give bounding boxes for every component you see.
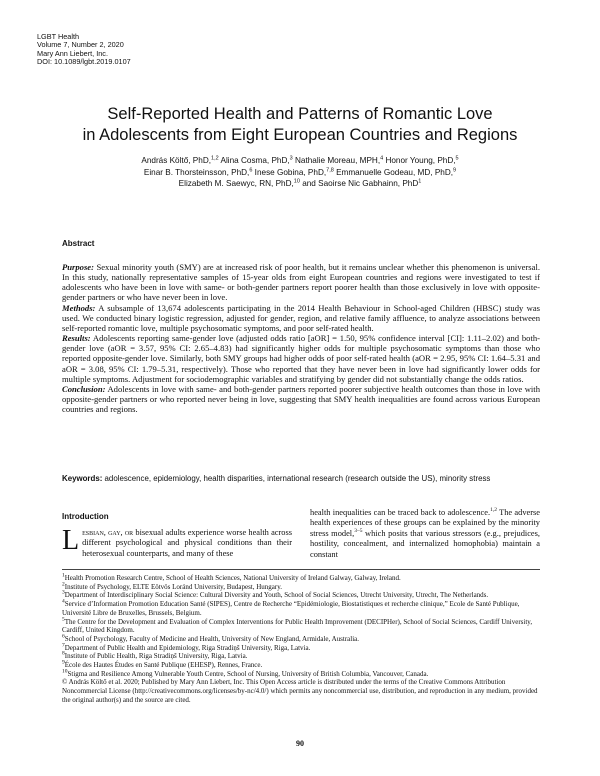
author-list (60, 155, 540, 190)
author-name: Inese Gobina, PhD, (252, 167, 327, 177)
author-affiliation: 10 (293, 178, 300, 185)
conclusion-text: Adolescents in love with same- and both-gender partners reported poorer subjective health outcomes than those in love with opposite-gender partners or who reported never being in love, suggesting that SMY health inequalities are found across various European countries and regions. (62, 383, 540, 415)
author-affiliation: 9 (453, 166, 457, 173)
journal-volume: Volume 7, Number 2, 2020 (37, 40, 124, 50)
abstract-conclusion (62, 384, 540, 414)
journal-publisher: Mary Ann Liebert, Inc. (37, 48, 108, 58)
introduction-heading: Introduction (62, 512, 109, 521)
license-notice: © András Költő et al. 2020; Published by Mary Ann Liebert, Inc. This Open Access article is distributed under the terms of the Creative Commons Attribution Noncommercial License (http://creativecommons.org/licenses/by-nc/4.0/) which permits any noncommercial use, distribution, and reproduction in any medium, provided the original author(s) and the source are cited. (62, 678, 538, 704)
citation: 3–5 (354, 528, 363, 535)
intro-left-column (62, 525, 292, 559)
abstract-body (62, 262, 540, 414)
abstract-purpose (62, 262, 540, 303)
abstract-methods (62, 303, 540, 333)
intro-right-text-2: The adverse health experiences of these groups can be explained by the minority stress model, (310, 508, 540, 538)
journal-doi: DOI: 10.1089/lgbt.2019.0107 (37, 57, 131, 67)
affiliation-footnote: $^6$School of Psychology, Faculty of Medicine and Health, University of New England, Armidale, Australia. (62, 633, 360, 643)
intro-smallcaps: esbian, gay, or (82, 528, 134, 537)
affiliation-footnote: $^2$Institute of Psychology, ELTE Eötvös Loránd University, Budapest, Hungary. (62, 581, 283, 591)
results-text: Adolescents reporting same-gender love (adjusted odds ratio [aOR] = 1.50, 95% confidence interval [CI]: 1.11–2.02) and both-gender love (aOR = 3.57, 95% CI: 2.65–4.83) had significantly higher odds for multiple psychosomatic symptoms than those who reported opposite-gender love. Similarly, both SMY groups had higher odds of poor self-rated health (aOR = 2.95, 95% CI: 1.64–5.31 and aOR = 3.08, 95% CI: 1.79–5.31, respectively). Those who reported that they have never been in love had significantly lower odds for multiple symptoms. Adjustment for sociodemographic variables and stratifying by gender did not substantially change the odds ratios. (62, 333, 540, 384)
affiliation-footnote: $^{10}$Stigma and Resilience Among Vulnerable Youth Centre, School of Nursing, University of British Columbia, Vancouver, Canada. (62, 668, 429, 678)
author-name: Emmanuelle Godeau, MD, PhD, (333, 167, 454, 177)
affiliation-footnote: $^4$Service d’Information Promotion Education Santé (SIPES), Centre de Recherche “Epidémiologie, Biostatistiques et recherche clinique,” Ecole de Santé Publique, Université Libre de Bruxelles, Brussels, Belgium. (62, 598, 520, 617)
affiliation-footnote: $^7$Department of Public Health and Epidemiology, Riga Stradiņš University, Riga, Latvia. (62, 642, 311, 652)
purpose-label: Purpose: (62, 262, 94, 272)
author-name: Einar B. Thorsteinsson, PhD, (143, 167, 250, 177)
affiliation-footnote: $^3$Department of Interdisciplinary Social Science: Cultural Diversity and Youth, School of Social Sciences, Utrecht University, Utrecht, The Netherlands. (62, 590, 489, 600)
keywords-text: adolescence, epidemiology, health disparities, international research (research outside the US), minority stress (102, 474, 491, 483)
intro-left-text: bisexual adults experience worse health across different psychological and physical conditions than their heterosexual counterparts, and many of these (82, 528, 292, 558)
affiliation-footnote: $^5$The Centre for the Development and Evaluation of Complex Interventions for Public Health Improvement (DECIPHer), School of Social Sciences, Cardiff University, Cardiff, United Kingdom. (62, 616, 533, 635)
citation: 1,2 (490, 507, 497, 514)
author-name: and Saoirse Nic Gabhainn, PhD (299, 179, 419, 188)
purpose-text: Sexual minority youth (SMY) are at increased risk of poor health, but it remains unclear whether this phenomenon is universal. In this study, nationally representative samples of 15-year olds from eight European countries and regions were investigated to test if adolescents who have been in love with same- or both-gender partners report poorer health than those exclusively in love with opposite-gender partners or who have never been in love. (62, 262, 540, 303)
drop-cap: L (62, 525, 80, 556)
conclusion-label: Conclusion: (62, 383, 106, 394)
keywords-label: Keywords: (62, 474, 103, 483)
title-line-2: in Adolescents from Eight European Countries and Regions (82, 126, 518, 144)
methods-label: Methods: (62, 302, 96, 313)
author-affiliation: 3 (289, 155, 293, 162)
footnotes (62, 574, 540, 705)
author-affiliation: 1 (418, 178, 422, 185)
author-name: András Költő, PhD, (141, 156, 212, 165)
affiliation-footnote: $^1$Health Promotion Research Centre, School of Health Sciences, National University of Ireland Galway, Galway, Ireland. (62, 572, 401, 582)
author-affiliation: 7,8 (326, 166, 334, 173)
affiliation-footnote: $^8$Institute of Public Health, Riga Stradiņš University, Riga, Latvia. (62, 651, 248, 661)
journal-name: LGBT Health (37, 32, 80, 41)
author-affiliation: 6 (249, 166, 253, 173)
intro-right-text-3: which posits that various stressors (e.g., prejudices, hostility, concealment, and internalized homophobia) maintain a constant (310, 528, 541, 559)
results-label: Results: (62, 333, 91, 344)
affiliation-footnote: $^9$École des Hautes Études en Santé Publique (EHESP), Rennes, France. (62, 659, 263, 670)
intro-right-column (310, 508, 540, 560)
author-name: Honor Young, PhD, (383, 156, 456, 165)
intro-right-text-1: health inequalities can be traced back to adolescence. (310, 508, 491, 517)
author-affiliation: 5 (455, 155, 459, 162)
methods-text: A subsample of 13,674 adolescents participating in the 2014 Health Behaviour in School-aged Children (HBSC) study was used. We conducted binary logistic regression, adjusted for gender, region, and relative family affluence, to analyze associations between self-reported romantic love, multiple psychosomatic symptoms, and poor self-rated health. (62, 302, 540, 333)
author-affiliation: 4 (380, 155, 384, 162)
article-title (40, 104, 560, 146)
abstract-results (62, 333, 540, 384)
author-name: Nathalie Moreau, MPH, (292, 156, 381, 165)
journal-info (37, 33, 131, 67)
footnote-divider (62, 569, 540, 570)
author-affiliation: 1,2 (211, 155, 219, 162)
page-number: 90 (296, 739, 304, 748)
keywords (62, 474, 540, 484)
author-name: Elizabeth M. Saewyc, RN, PhD, (178, 179, 294, 188)
author-name: Alina Cosma, PhD, (218, 156, 290, 165)
abstract-heading: Abstract (62, 239, 95, 248)
title-line-1: Self-Reported Health and Patterns of Romantic Love (107, 105, 493, 123)
